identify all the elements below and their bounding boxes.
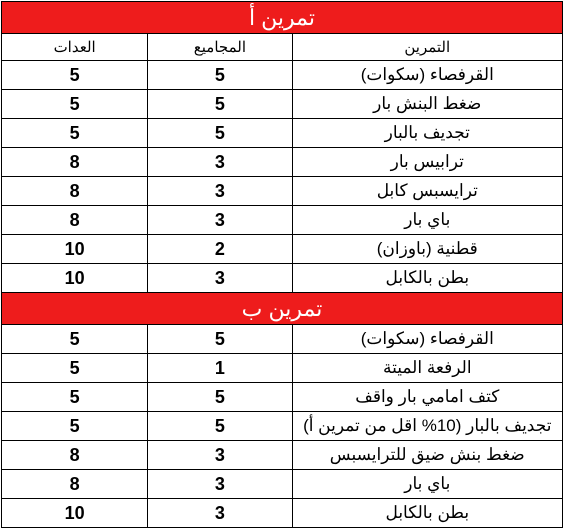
sets-cell: 3 [148, 148, 292, 177]
reps-cell: 5 [2, 90, 148, 119]
exercise-cell: بطن بالكابل [292, 264, 562, 293]
reps-cell: 8 [2, 177, 148, 206]
header-exercise: التمرين [292, 34, 562, 61]
workout-table [1, 1, 563, 528]
exercise-cell: ضغط البنش بار [292, 90, 562, 119]
sets-cell: 5 [148, 325, 292, 354]
reps-cell: 10 [2, 235, 148, 264]
workout-table-body [2, 2, 563, 528]
sets-cell: 3 [148, 470, 292, 499]
workout-b-title-row [2, 293, 563, 325]
sets-cell: 5 [148, 119, 292, 148]
workout-a-row [2, 148, 563, 177]
workout-b-row [2, 441, 563, 470]
header-row [2, 34, 563, 61]
exercise-cell: كتف امامي بار واقف [292, 383, 562, 412]
workout-a-row [2, 177, 563, 206]
sets-cell: 3 [148, 177, 292, 206]
exercise-cell: القرفصاء (سكوات) [292, 61, 562, 90]
exercise-cell: بطن بالكابل [292, 499, 562, 528]
exercise-cell: باي بار [292, 206, 562, 235]
workout-b-row [2, 354, 563, 383]
reps-cell: 8 [2, 148, 148, 177]
reps-cell: 5 [2, 412, 148, 441]
workout-b-row [2, 499, 563, 528]
exercise-cell: ترايسبس كابل [292, 177, 562, 206]
reps-cell: 8 [2, 441, 148, 470]
sets-cell: 3 [148, 206, 292, 235]
workout-b-title: تمرين ب [2, 293, 563, 325]
exercise-cell: تجديف بالبار (10% اقل من تمرين أ) [292, 412, 562, 441]
sets-cell: 5 [148, 383, 292, 412]
exercise-cell: الرفعة الميتة [292, 354, 562, 383]
sets-cell: 3 [148, 264, 292, 293]
reps-cell: 10 [2, 264, 148, 293]
sets-cell: 3 [148, 499, 292, 528]
workout-a-title: تمرين أ [2, 2, 563, 34]
workout-a-row [2, 119, 563, 148]
reps-cell: 5 [2, 119, 148, 148]
reps-cell: 5 [2, 325, 148, 354]
sets-cell: 5 [148, 412, 292, 441]
exercise-cell: باي بار [292, 470, 562, 499]
reps-cell: 5 [2, 383, 148, 412]
header-reps: العدات [2, 34, 148, 61]
sets-cell: 1 [148, 354, 292, 383]
reps-cell: 10 [2, 499, 148, 528]
header-sets: المجاميع [148, 34, 292, 61]
exercise-cell: القرفصاء (سكوات) [292, 325, 562, 354]
reps-cell: 8 [2, 206, 148, 235]
workout-b-row [2, 470, 563, 499]
exercise-cell: ضغط بنش ضيق للترايسبس [292, 441, 562, 470]
sets-cell: 2 [148, 235, 292, 264]
exercise-cell: تجديف بالبار [292, 119, 562, 148]
sets-cell: 3 [148, 441, 292, 470]
workout-a-row [2, 206, 563, 235]
workout-b-row [2, 412, 563, 441]
reps-cell: 8 [2, 470, 148, 499]
sets-cell: 5 [148, 90, 292, 119]
workout-a-title-row [2, 2, 563, 34]
reps-cell: 5 [2, 61, 148, 90]
exercise-cell: ترابيس بار [292, 148, 562, 177]
workout-b-row [2, 325, 563, 354]
workout-a-row [2, 90, 563, 119]
workout-a-row [2, 61, 563, 90]
workout-a-row [2, 235, 563, 264]
reps-cell: 5 [2, 354, 148, 383]
exercise-cell: قطنية (باوزان) [292, 235, 562, 264]
sets-cell: 5 [148, 61, 292, 90]
workout-a-row [2, 264, 563, 293]
workout-b-row [2, 383, 563, 412]
